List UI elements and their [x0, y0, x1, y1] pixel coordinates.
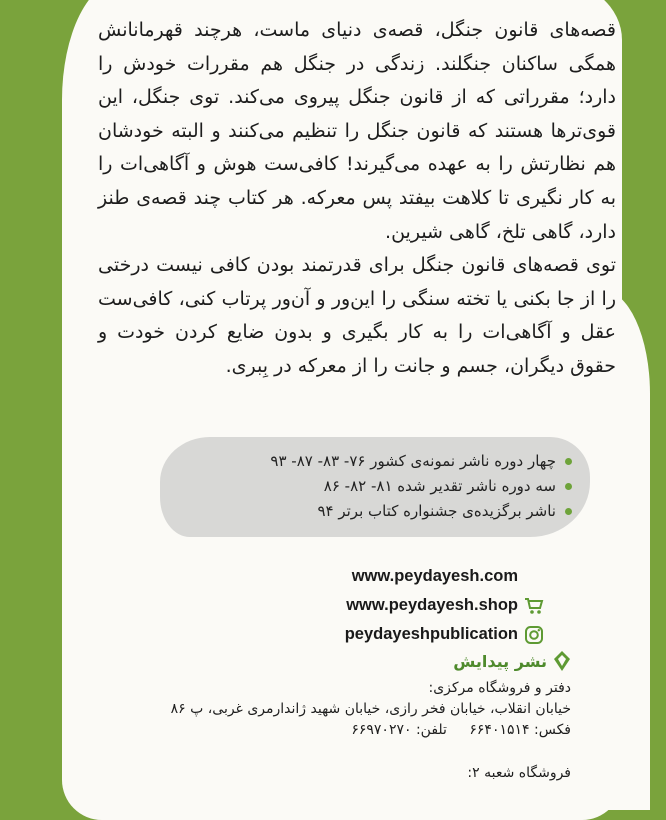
bullet-icon: [565, 458, 572, 465]
awards-band: [160, 437, 590, 537]
shopping-cart-icon: [524, 596, 544, 616]
award-item: چهار دوره ناشر نمونه‌ی کشور ۷۶- ۸۳- ۸۷- ۹۳: [270, 449, 572, 474]
website-row[interactable]: [345, 562, 544, 591]
website-link[interactable]: www.peydayesh.com: [351, 567, 518, 585]
award-item: ناشر برگزیده‌ی جشنواره کتاب برتر ۹۴: [270, 499, 572, 524]
phone-fax-line: [171, 720, 571, 741]
description-paragraph-2: توی قصه‌های قانون جنگل برای قدرتمند بودن کافی نیست درختی را از جا بکنی یا تخته سنگی را این‌ور و آن‌ور پرتاب کنی، کافی‌ست عقل و آگاهی‌ات را به کار بگیری و بدون ضایع کردن خودت و حقوق دیگران، جسم و جانت را از معرکه در بِبری.: [98, 254, 616, 377]
award-item: سه دوره ناشر تقدیر شده ۸۱- ۸۲- ۸۶: [270, 474, 572, 499]
instagram-link[interactable]: peydayeshpublication: [344, 625, 518, 643]
book-description: [98, 14, 616, 384]
office-label: دفتر و فروشگاه مرکزی:: [428, 680, 571, 696]
publisher-name: نشر پیدایش: [453, 651, 547, 671]
phone-number: تلفن: ۶۶۹۷۰۲۷۰: [351, 722, 447, 738]
office-address: خیابان انقلاب، خیابان فخر رازی، خیابان شهید ژاندارمری غربی، پ ۸۶: [170, 701, 571, 717]
instagram-row[interactable]: [345, 620, 544, 649]
description-paragraph-1: قصه‌های قانون جنگل، قصه‌ی دنیای ماست، هرچند قهرمانانش همگی ساکنان جنگلند. زندگی در جنگل هم مقررات خودش را دارد؛ مقرراتی که از قانون جنگل پیروی می‌کند. توی جنگل، این قوی‌ترها هستند که قانون جنگل را تنظیم می‌کنند و البته خودشان هم نظارتش را به عهده می‌گیرند! کافی‌ست هوش و آگاهی‌ات را به کار نگیری تا کلاهت بیفتد پس معرکه. هر کتاب چند قصه‌ی طنز دارد، گاهی تلخ، گاهی شیرین.: [98, 19, 616, 243]
left-green-border: [0, 0, 70, 800]
bullet-icon: [565, 483, 572, 490]
bullet-icon: [565, 508, 572, 515]
shop-row[interactable]: [345, 591, 544, 620]
publisher-logo-icon: [553, 650, 571, 672]
instagram-icon: [524, 625, 544, 645]
branch-label: فروشگاه شعبه ۲:: [467, 765, 571, 781]
publisher-info: [171, 650, 571, 784]
contact-links: [345, 562, 544, 649]
fax-number: فکس: ۶۶۴۰۱۵۱۴: [469, 722, 571, 738]
awards-list: [270, 449, 572, 524]
publisher-header: [171, 650, 571, 672]
shop-link[interactable]: www.peydayesh.shop: [346, 596, 518, 614]
